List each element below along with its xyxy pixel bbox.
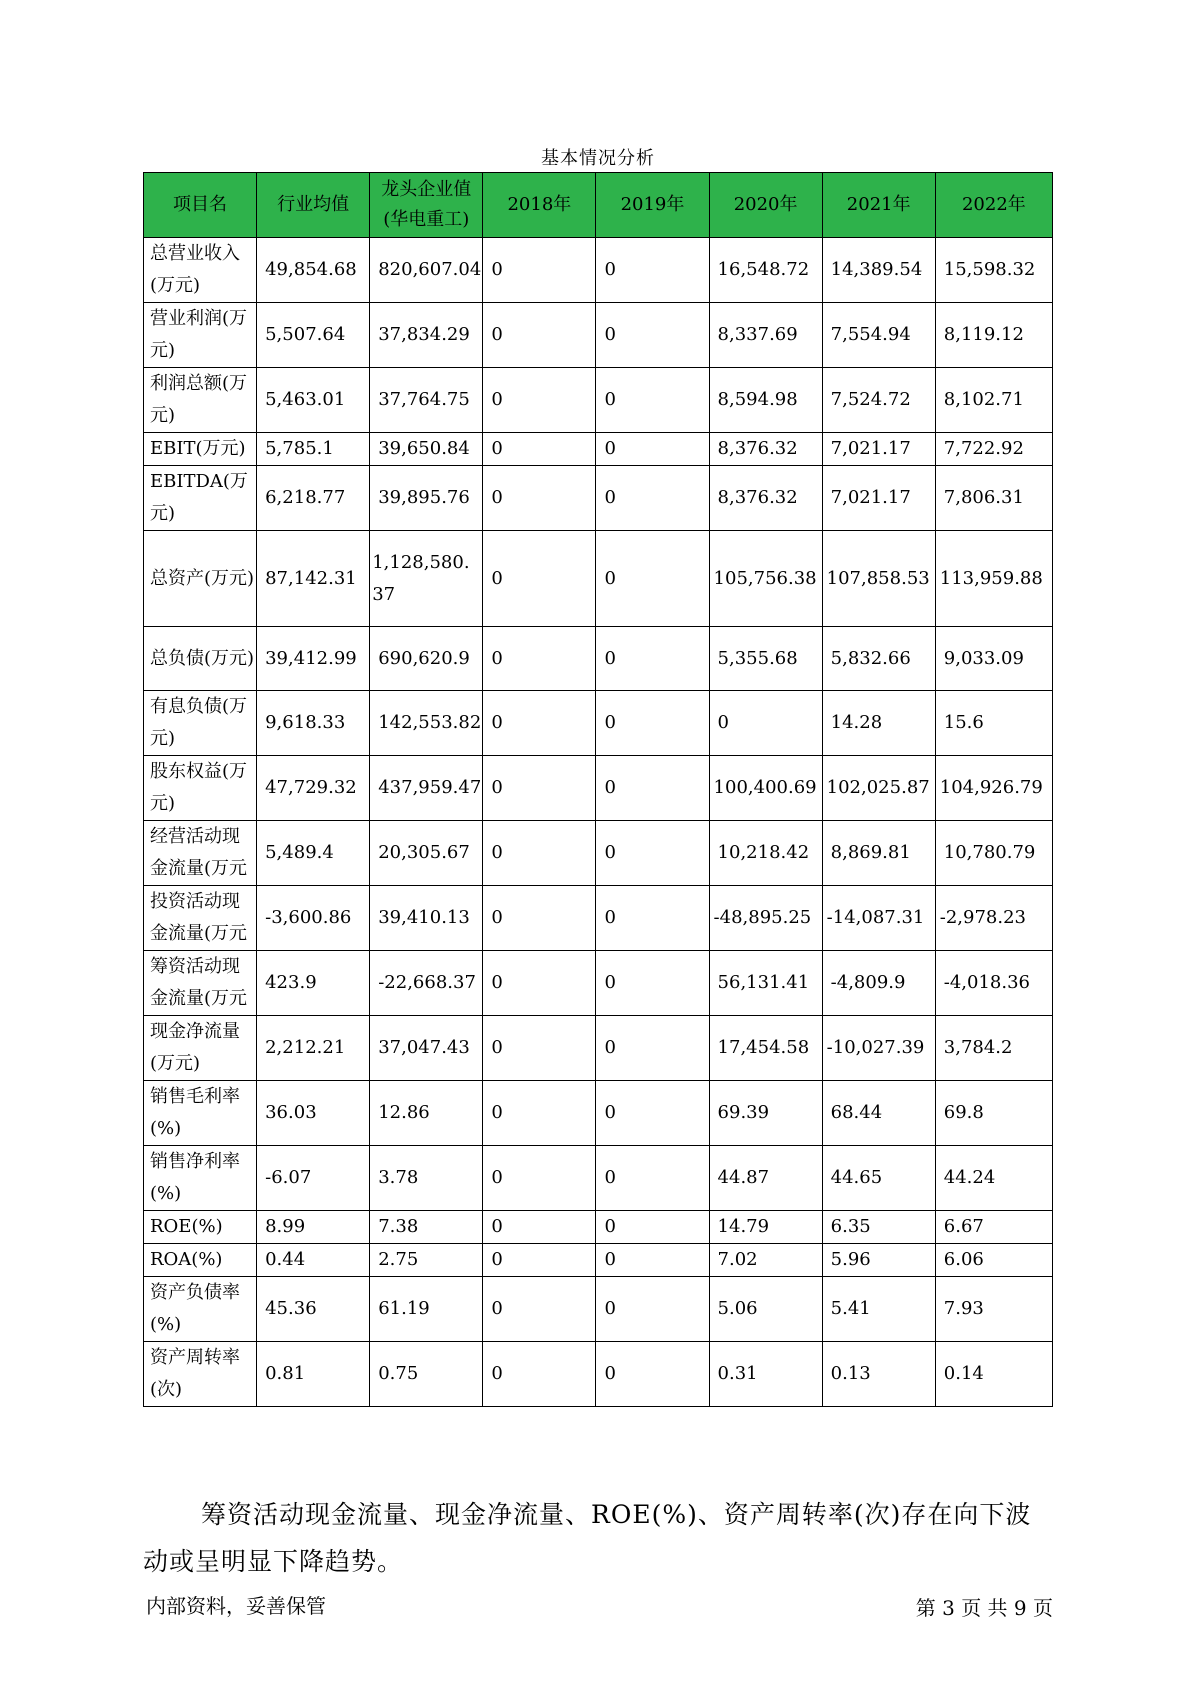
cell: 7,722.92	[935, 433, 1052, 466]
cell: -4,018.36	[935, 951, 1052, 1016]
cell: 0	[483, 951, 596, 1016]
cell: 1,128,580.37	[370, 531, 483, 627]
cell: 0	[596, 531, 709, 627]
header-2021: 2021年	[822, 173, 935, 238]
cell: 7,021.17	[822, 433, 935, 466]
cell: 12.86	[370, 1081, 483, 1146]
table-row	[144, 1211, 1053, 1244]
cell: 8,119.12	[935, 303, 1052, 368]
cell: 68.44	[822, 1081, 935, 1146]
cell: 8,376.32	[709, 466, 822, 531]
row-label: 总负债(万元)	[144, 627, 257, 691]
cell: -3,600.86	[257, 886, 370, 951]
cell: -22,668.37	[370, 951, 483, 1016]
cell: 0	[596, 466, 709, 531]
cell: 0	[483, 1146, 596, 1211]
row-label: 利润总额(万元)	[144, 368, 257, 433]
cell: 0	[483, 1016, 596, 1081]
cell: 49,854.68	[257, 238, 370, 303]
cell: 2.75	[370, 1244, 483, 1277]
financial-table	[143, 172, 1053, 1407]
cell: 0	[596, 1277, 709, 1342]
cell: 0	[596, 433, 709, 466]
cell: 69.39	[709, 1081, 822, 1146]
cell: 6,218.77	[257, 466, 370, 531]
table-row	[144, 433, 1053, 466]
cell: 6.06	[935, 1244, 1052, 1277]
cell: -2,978.23	[935, 886, 1052, 951]
cell: 0	[596, 1211, 709, 1244]
cell: 5,463.01	[257, 368, 370, 433]
cell: 15.6	[935, 691, 1052, 756]
cell: 44.87	[709, 1146, 822, 1211]
row-label: 资产负债率(%)	[144, 1277, 257, 1342]
cell: 0	[596, 821, 709, 886]
cell: 0	[483, 1211, 596, 1244]
row-label: 资产周转率(次)	[144, 1342, 257, 1407]
cell: 45.36	[257, 1277, 370, 1342]
table-row	[144, 821, 1053, 886]
table-row	[144, 238, 1053, 303]
cell: 0	[483, 303, 596, 368]
cell: 20,305.67	[370, 821, 483, 886]
cell: 37,047.43	[370, 1016, 483, 1081]
cell: 7.02	[709, 1244, 822, 1277]
footer-confidential: 内部资料，妥善保管	[146, 1594, 326, 1618]
cell: 5,489.4	[257, 821, 370, 886]
cell: 0.31	[709, 1342, 822, 1407]
table-row	[144, 368, 1053, 433]
cell: 0	[483, 691, 596, 756]
row-label: 销售毛利率(%)	[144, 1081, 257, 1146]
table-row	[144, 951, 1053, 1016]
row-label: 经营活动现金流量(万元	[144, 821, 257, 886]
row-label: 筹资活动现金流量(万元	[144, 951, 257, 1016]
cell: 56,131.41	[709, 951, 822, 1016]
cell: 0	[596, 1244, 709, 1277]
cell: 36.03	[257, 1081, 370, 1146]
cell: 0	[483, 1277, 596, 1342]
cell: 0	[483, 433, 596, 466]
table-title: 基本情况分析	[541, 148, 655, 169]
cell: 0	[483, 886, 596, 951]
cell: 100,400.69	[709, 756, 822, 821]
cell: -48,895.25	[709, 886, 822, 951]
cell: 0	[596, 886, 709, 951]
cell: 37,764.75	[370, 368, 483, 433]
table-row	[144, 756, 1053, 821]
cell: 0	[596, 303, 709, 368]
cell: 7,021.17	[822, 466, 935, 531]
cell: 15,598.32	[935, 238, 1052, 303]
cell: 2,212.21	[257, 1016, 370, 1081]
table-row	[144, 1081, 1053, 1146]
cell: 14,389.54	[822, 238, 935, 303]
cell: 8,594.98	[709, 368, 822, 433]
cell: 0	[596, 1342, 709, 1407]
cell: 690,620.9	[370, 627, 483, 691]
row-label: 现金净流量(万元)	[144, 1016, 257, 1081]
cell: 0	[596, 1081, 709, 1146]
table-row	[144, 1244, 1053, 1277]
cell: 69.8	[935, 1081, 1052, 1146]
table-row	[144, 303, 1053, 368]
cell: 0	[596, 1016, 709, 1081]
row-label: 总资产(万元)	[144, 531, 257, 627]
row-label: EBITDA(万元)	[144, 466, 257, 531]
cell: 8,102.71	[935, 368, 1052, 433]
row-label: 营业利润(万元)	[144, 303, 257, 368]
cell: 10,780.79	[935, 821, 1052, 886]
cell: 39,412.99	[257, 627, 370, 691]
footer-page-number: 第 3 页 共 9 页	[915, 1596, 1053, 1620]
cell: 0	[483, 1081, 596, 1146]
cell: 39,650.84	[370, 433, 483, 466]
table-row	[144, 886, 1053, 951]
cell: 0	[596, 627, 709, 691]
cell: 0.75	[370, 1342, 483, 1407]
cell: 105,756.38	[709, 531, 822, 627]
cell: 0	[596, 951, 709, 1016]
table-row	[144, 627, 1053, 691]
row-label: 有息负债(万元)	[144, 691, 257, 756]
cell: 7.38	[370, 1211, 483, 1244]
table-row	[144, 1016, 1053, 1081]
cell: 0	[483, 627, 596, 691]
cell: 87,142.31	[257, 531, 370, 627]
cell: 142,553.82	[370, 691, 483, 756]
header-item-name: 项目名	[144, 173, 257, 238]
cell: 6.67	[935, 1211, 1052, 1244]
cell: 0	[483, 1342, 596, 1407]
cell: 0.81	[257, 1342, 370, 1407]
cell: 107,858.53	[822, 531, 935, 627]
cell: 8,337.69	[709, 303, 822, 368]
header-2020: 2020年	[709, 173, 822, 238]
row-label: ROE(%)	[144, 1211, 257, 1244]
cell: 0.44	[257, 1244, 370, 1277]
cell: 104,926.79	[935, 756, 1052, 821]
cell: 0	[596, 238, 709, 303]
cell: -14,087.31	[822, 886, 935, 951]
cell: 5,355.68	[709, 627, 822, 691]
cell: 14.28	[822, 691, 935, 756]
cell: -4,809.9	[822, 951, 935, 1016]
cell: 7,806.31	[935, 466, 1052, 531]
cell: 437,959.47	[370, 756, 483, 821]
cell: 102,025.87	[822, 756, 935, 821]
cell: 5.96	[822, 1244, 935, 1277]
header-2022: 2022年	[935, 173, 1052, 238]
cell: 9,033.09	[935, 627, 1052, 691]
header-2018: 2018年	[483, 173, 596, 238]
cell: 7,554.94	[822, 303, 935, 368]
cell: -6.07	[257, 1146, 370, 1211]
cell: 820,607.04	[370, 238, 483, 303]
table-header-row	[144, 173, 1053, 238]
cell: 8.99	[257, 1211, 370, 1244]
row-label: 总营业收入(万元)	[144, 238, 257, 303]
cell: 5,785.1	[257, 433, 370, 466]
cell: 39,410.13	[370, 886, 483, 951]
cell: 0	[483, 368, 596, 433]
cell: 0	[483, 238, 596, 303]
cell: 8,376.32	[709, 433, 822, 466]
cell: 7.93	[935, 1277, 1052, 1342]
table-row	[144, 1277, 1053, 1342]
header-leader-value: 龙头企业值(华电重工)	[370, 173, 483, 238]
table-row	[144, 1146, 1053, 1211]
table-row	[144, 691, 1053, 756]
cell: 17,454.58	[709, 1016, 822, 1081]
cell: 39,895.76	[370, 466, 483, 531]
cell: 6.35	[822, 1211, 935, 1244]
cell: 113,959.88	[935, 531, 1052, 627]
cell: 0	[483, 531, 596, 627]
header-2019: 2019年	[596, 173, 709, 238]
cell: 5.06	[709, 1277, 822, 1342]
row-label: ROA(%)	[144, 1244, 257, 1277]
cell: 16,548.72	[709, 238, 822, 303]
cell: 0	[483, 1244, 596, 1277]
cell: 8,869.81	[822, 821, 935, 886]
row-label: 投资活动现金流量(万元	[144, 886, 257, 951]
cell: 5,507.64	[257, 303, 370, 368]
cell: 37,834.29	[370, 303, 483, 368]
cell: -10,027.39	[822, 1016, 935, 1081]
cell: 14.79	[709, 1211, 822, 1244]
table-row	[144, 1342, 1053, 1407]
cell: 10,218.42	[709, 821, 822, 886]
cell: 5,832.66	[822, 627, 935, 691]
cell: 47,729.32	[257, 756, 370, 821]
cell: 0	[596, 691, 709, 756]
cell: 9,618.33	[257, 691, 370, 756]
cell: 3,784.2	[935, 1016, 1052, 1081]
cell: 44.24	[935, 1146, 1052, 1211]
row-label: EBIT(万元)	[144, 433, 257, 466]
row-label: 股东权益(万元)	[144, 756, 257, 821]
cell: 0	[596, 368, 709, 433]
cell: 3.78	[370, 1146, 483, 1211]
table-row	[144, 466, 1053, 531]
row-label: 销售净利率(%)	[144, 1146, 257, 1211]
cell: 5.41	[822, 1277, 935, 1342]
cell: 0	[483, 466, 596, 531]
header-industry-avg: 行业均值	[257, 173, 370, 238]
summary-paragraph: 筹资活动现金流量、现金净流量、ROE(%)、资产周转率(次)存在向下波动或呈明显下降趋势。	[143, 1500, 1032, 1576]
cell: 0	[483, 821, 596, 886]
cell: 7,524.72	[822, 368, 935, 433]
cell: 0.13	[822, 1342, 935, 1407]
cell: 0	[596, 1146, 709, 1211]
cell: 0.14	[935, 1342, 1052, 1407]
cell: 0	[709, 691, 822, 756]
cell: 423.9	[257, 951, 370, 1016]
table-row	[144, 531, 1053, 627]
cell: 61.19	[370, 1277, 483, 1342]
cell: 0	[596, 756, 709, 821]
cell: 44.65	[822, 1146, 935, 1211]
cell: 0	[483, 756, 596, 821]
